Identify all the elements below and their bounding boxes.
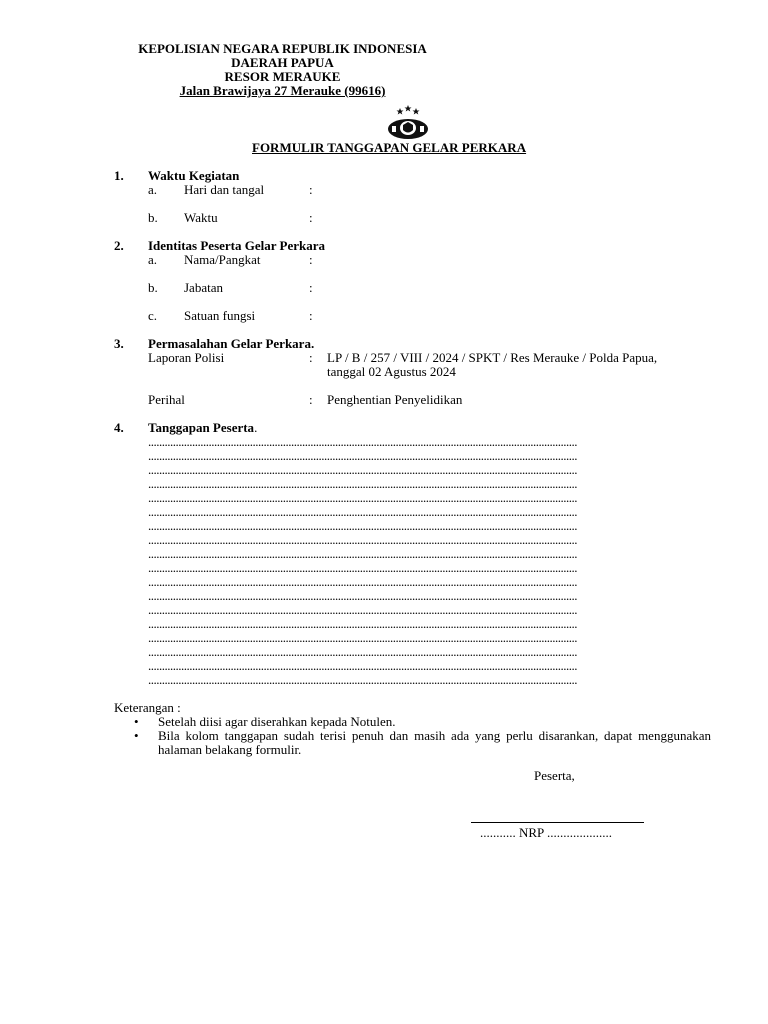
section-title-permasalahan: Permasalahan Gelar Perkara. [148, 336, 315, 351]
field-colon: : [309, 280, 313, 295]
field-label-satuan: Satuan fungsi [184, 308, 256, 323]
field-colon: : [309, 350, 313, 365]
field-label-laporan: Laporan Polisi [148, 350, 225, 365]
section-number: 4. [114, 420, 124, 435]
field-label-perihal: Perihal [148, 392, 185, 407]
item-letter: a. [148, 182, 158, 197]
section-number: 2. [114, 238, 124, 253]
response-line[interactable]: ............................................................................................................................................................ [148, 505, 577, 519]
police-emblem-icon [386, 104, 430, 140]
field-colon: : [309, 210, 313, 225]
response-line[interactable]: ............................................................................................................................................................ [148, 617, 577, 631]
field-label-nama: Nama/Pangkat [184, 252, 261, 267]
response-line[interactable]: ............................................................................................................................................................ [148, 645, 577, 659]
field-label-hari: Hari dan tangal [184, 182, 265, 197]
note-item: Setelah diisi agar diserahkan kepada Notulen. [158, 714, 396, 729]
response-line[interactable]: ............................................................................................................................................................ [148, 477, 577, 491]
signature-label: Peserta, [534, 768, 575, 783]
note-item: Bila kolom tanggapan sudah terisi penuh dan masih ada yang perlu disarankan, dapat menggunakan halaman belakang formulir. [158, 728, 711, 757]
resort-name: RESOR MERAUKE [224, 69, 341, 84]
section-title-identitas: Identitas Peserta Gelar Perkara [148, 238, 326, 253]
response-line[interactable]: ............................................................................................................................................................ [148, 519, 577, 533]
response-line[interactable]: ............................................................................................................................................................ [148, 547, 577, 561]
response-line[interactable]: ............................................................................................................................................................ [148, 435, 577, 449]
response-line[interactable]: ............................................................................................................................................................ [148, 449, 577, 463]
laporan-date: tanggal 02 Agustus 2024 [327, 364, 456, 379]
field-label-jabatan: Jabatan [184, 280, 223, 295]
field-colon: : [309, 392, 313, 407]
form-title: FORMULIR TANGGAPAN GELAR PERKARA [252, 140, 527, 155]
nrp-line: ........... NRP .................... [480, 825, 613, 840]
response-line[interactable]: ............................................................................................................................................................ [148, 575, 577, 589]
keterangan-label: Keterangan : [114, 700, 181, 715]
field-label-waktu: Waktu [184, 210, 218, 225]
response-line[interactable]: ............................................................................................................................................................ [148, 561, 577, 575]
response-line[interactable]: ............................................................................................................................................................ [148, 463, 577, 477]
signature-line[interactable] [471, 822, 644, 823]
address-line: Jalan Brawijaya 27 Merauke (99616) [179, 83, 386, 98]
bullet-mark: • [134, 714, 139, 729]
response-line[interactable]: ............................................................................................................................................................ [148, 491, 577, 505]
response-line[interactable]: ............................................................................................................................................................ [148, 659, 577, 673]
response-line[interactable]: ............................................................................................................................................................ [148, 533, 577, 547]
bullet-mark: • [134, 728, 139, 743]
region-name: DAERAH PAPUA [231, 55, 334, 70]
field-colon: : [309, 252, 313, 267]
item-letter: a. [148, 252, 158, 267]
perihal-value: Penghentian Penyelidikan [327, 392, 463, 407]
item-letter: b. [148, 280, 158, 295]
response-line[interactable]: ............................................................................................................................................................ [148, 589, 577, 603]
section-number: 3. [114, 336, 124, 351]
response-line[interactable]: ............................................................................................................................................................ [148, 603, 577, 617]
response-line[interactable]: ............................................................................................................................................................ [148, 631, 577, 645]
response-line[interactable]: ............................................................................................................................................................ [148, 673, 577, 687]
field-colon: : [309, 308, 313, 323]
item-letter: c. [148, 308, 158, 323]
section-title-tanggapan: Tanggapan Peserta. [148, 420, 258, 435]
section-number: 1. [114, 168, 124, 183]
institution-name: KEPOLISIAN NEGARA REPUBLIK INDONESIA [138, 41, 427, 56]
section-title-waktu: Waktu Kegiatan [148, 168, 240, 183]
item-letter: b. [148, 210, 158, 225]
field-colon: : [309, 182, 313, 197]
laporan-value: LP / B / 257 / VIII / 2024 / SPKT / Res Merauke / Polda Papua, [327, 350, 658, 365]
